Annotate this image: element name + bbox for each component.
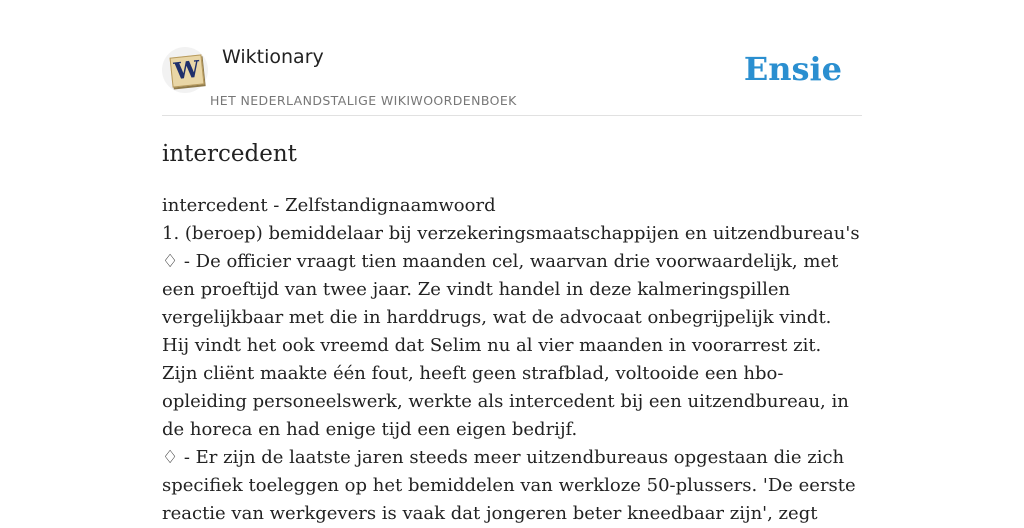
ensie-brand-logo[interactable]: Ensie bbox=[743, 50, 842, 88]
example-2: ♢ - Er zijn de laatste jaren steeds meer uitzendbureaus opgestaan die zich specifiek toeleggen op het bemiddelen van werkloze 50-plussers. 'De eerste reactie van werkgevers is vaak dat jongeren beter kneedbaar zijn', zegt bbox=[162, 447, 856, 524]
main-content bbox=[162, 136, 862, 528]
site-tagline: HET NEDERLANDSTALIGE WIKIWOORDENBOEK bbox=[210, 93, 517, 108]
logo-tile: W bbox=[170, 54, 205, 87]
definition: 1. (beroep) bemiddelaar bij verzekeringsmaatschappijen en uitzendbureau's bbox=[162, 223, 860, 244]
entry-body bbox=[162, 192, 862, 528]
site-name-link[interactable]: Wiktionary bbox=[222, 46, 324, 68]
page-title: intercedent bbox=[162, 141, 297, 167]
wiktionary-logo-icon[interactable] bbox=[162, 47, 208, 93]
site-header bbox=[162, 40, 862, 116]
part-of-speech-line: intercedent - Zelfstandignaamwoord bbox=[162, 195, 496, 216]
example-1: ♢ - De officier vraagt tien maanden cel, waarvan drie voorwaardelijk, met een proeftijd van twee jaar. Ze vindt handel in deze kalmeringspillen vergelijkbaar met die in harddrugs, wat de advocaat onbegrijpelijk vindt. Hij vindt het ook vreemd dat Selim nu al vier maanden in voorarrest zit. Zijn cliënt maakte één fout, heeft geen strafblad, voltooide een hbo-opleiding personeelswerk, werkte als intercedent bij een uitzendbureau, in de horeca en had enige tijd een eigen bedrijf. bbox=[162, 251, 849, 440]
